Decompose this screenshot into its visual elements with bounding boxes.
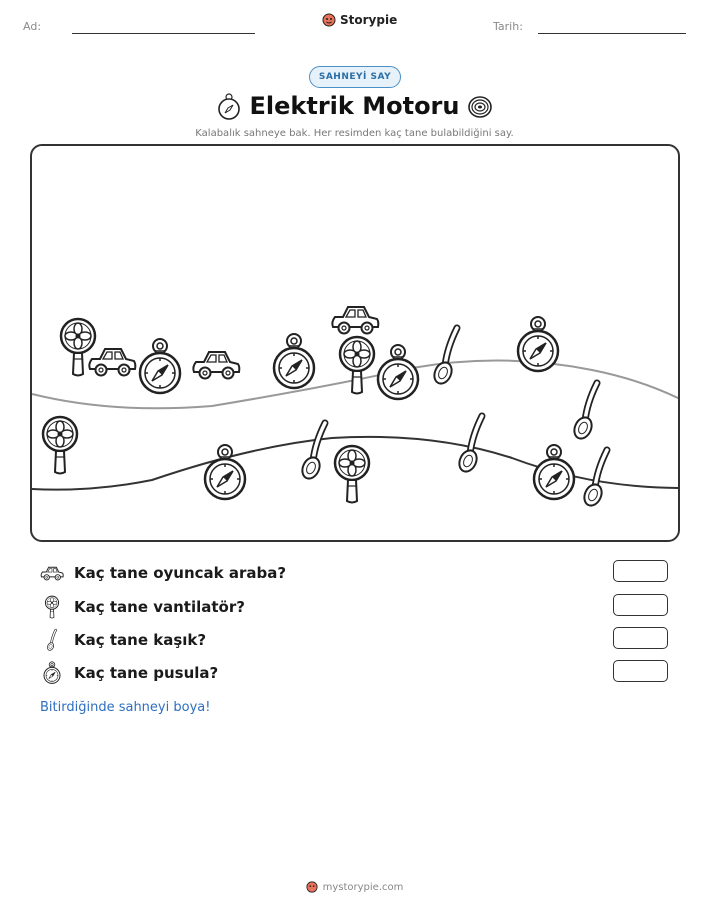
- name-label: Ad:: [23, 20, 42, 33]
- name-line[interactable]: [72, 33, 255, 34]
- spoon-2[interactable]: [571, 383, 597, 441]
- storypie-mascot-icon: [322, 13, 336, 27]
- brand-name: Storypie: [340, 13, 398, 27]
- compass-5[interactable]: [205, 445, 245, 499]
- instructions: Kalabalık sahneye bak. Her resimden kaç tane bulabildiğini say.: [195, 128, 514, 139]
- toy-car-3[interactable]: [332, 307, 378, 334]
- question-fan: [40, 594, 245, 620]
- compass-6[interactable]: [534, 445, 574, 499]
- storypie-mascot-icon: [306, 881, 318, 893]
- answer-box-fan[interactable]: [613, 594, 668, 616]
- answer-box-spoon[interactable]: [613, 627, 668, 649]
- coloring-note: Bitirdiğinde sahneyi boya!: [40, 700, 211, 715]
- compass-icon: [40, 661, 64, 685]
- answer-box-toy-car[interactable]: [613, 560, 668, 582]
- page-title: Elektrik Motoru: [249, 92, 460, 120]
- activity-badge: SAHNEYİ SAY: [309, 66, 401, 88]
- spoon-3[interactable]: [299, 423, 325, 481]
- question-text: Kaç tane pusula?: [74, 664, 219, 682]
- question-spoon: [40, 627, 206, 653]
- question-toy-car: [40, 560, 286, 586]
- toy-car-icon: [40, 561, 64, 585]
- spoon-icon: [40, 628, 64, 652]
- compass-4[interactable]: [518, 317, 558, 371]
- coil-title-icon: [466, 93, 494, 121]
- compass-2[interactable]: [274, 334, 314, 388]
- fan-4[interactable]: [335, 446, 369, 503]
- question-text: Kaç tane oyuncak araba?: [74, 564, 287, 582]
- counting-scene: [30, 144, 680, 542]
- date-line[interactable]: [538, 33, 686, 34]
- fan-3[interactable]: [43, 417, 77, 474]
- answer-box-compass[interactable]: [613, 660, 668, 682]
- storypie-logo: [322, 13, 397, 27]
- footer-url[interactable]: mystorypie.com: [322, 881, 404, 893]
- compass-3[interactable]: [378, 345, 418, 399]
- fan-2[interactable]: [340, 337, 374, 394]
- spoon-1[interactable]: [431, 328, 457, 386]
- fan-icon: [40, 595, 64, 619]
- footer: [0, 881, 709, 893]
- question-compass: [40, 660, 218, 686]
- date-label: Tarih:: [493, 20, 523, 33]
- toy-car-1[interactable]: [89, 349, 135, 376]
- compass-1[interactable]: [140, 339, 180, 393]
- toy-car-2[interactable]: [193, 352, 239, 379]
- question-text: Kaç tane kaşık?: [74, 631, 207, 649]
- scene-drawing: [32, 146, 680, 542]
- question-text: Kaç tane vantilatör?: [74, 598, 245, 616]
